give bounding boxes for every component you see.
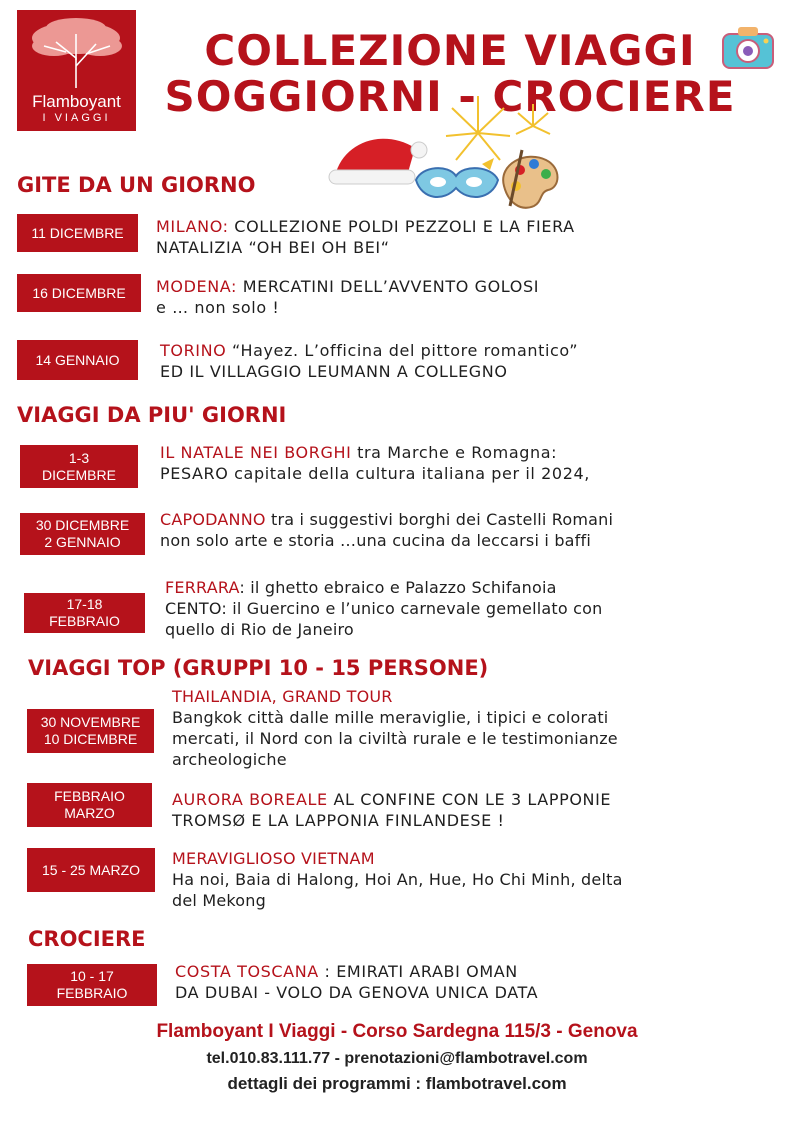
trip-destination: MERAVIGLIOSO VIETNAM: [172, 849, 375, 868]
date-label: 10 DICEMBRE: [43, 731, 138, 747]
flamboyant-tree-icon: [26, 16, 126, 90]
date-label: 15 - 25 MARZO: [41, 861, 141, 878]
date-label: 14 GENNAIO: [35, 351, 120, 368]
trip-destination: COSTA TOSCANA: [175, 962, 319, 981]
trip-description-line-2: TROMSØ E LA LAPPONIA FINLANDESE !: [172, 811, 505, 830]
page-title-line-1: COLLEZIONE VIAGGI: [204, 26, 696, 75]
date-badge-vietnam: [27, 848, 155, 892]
date-label: MARZO: [64, 805, 115, 821]
date-label: 10 - 17: [70, 968, 114, 984]
section-title-cruises: CROCIERE: [28, 927, 146, 951]
trip-entry-thailandia: [172, 686, 618, 770]
date-badge-costa: [27, 964, 157, 1006]
trip-description-line-2: NATALIZIA “OH BEI OH BEI“: [156, 238, 390, 257]
date-label: 17-18: [66, 596, 103, 612]
date-label: 2 GENNAIO: [44, 534, 121, 550]
trip-description: : EMIRATI ARABI OMAN: [318, 962, 518, 981]
trip-description-line-2: DA DUBAI - VOLO DA GENOVA UNICA DATA: [175, 983, 539, 1002]
date-badge-ferrara: [24, 593, 145, 633]
trip-destination: AURORA BOREALE: [172, 790, 328, 809]
trip-description: : il ghetto ebraico e Palazzo Schifanoia: [239, 578, 557, 597]
trip-entry-natale: [160, 442, 590, 484]
trip-description-line-3: quello di Rio de Janeiro: [165, 620, 354, 639]
trip-entry-vietnam: [172, 848, 623, 911]
trip-description-line-1: Bangkok città dalle mille meraviglie, i tipici e colorati: [172, 708, 609, 727]
date-label: 16 DICEMBRE: [32, 284, 126, 301]
date-label: FEBBRAIO: [49, 613, 120, 629]
camera-icon: [720, 22, 776, 72]
date-label: 30 DICEMBRE: [35, 517, 130, 533]
trip-destination: MILANO:: [156, 217, 229, 236]
trip-destination: THAILANDIA, GRAND TOUR: [172, 687, 393, 706]
trip-destination: FERRARA: [165, 578, 240, 597]
date-label: FEBBRAIO: [56, 985, 128, 1001]
trip-description-line-1: Ha noi, Baia di Halong, Hoi An, Hue, Ho Chi Minh, delta: [172, 870, 623, 889]
trip-entry-costa: [175, 961, 538, 1003]
trip-description-line-2: mercati, il Nord con la civiltà rurale e le testimonianze: [172, 729, 618, 748]
date-label: 30 NOVEMBRE: [40, 714, 141, 730]
trip-description-line-2: ED IL VILLAGGIO LEUMANN A COLLEGNO: [160, 362, 508, 381]
trip-destination: IL NATALE NEI BORGHI: [160, 443, 352, 462]
trip-description: AL CONFINE CON LE 3 LAPPONIE: [327, 790, 612, 809]
trip-entry-torino: [160, 340, 578, 382]
trip-entry-milano: [156, 216, 575, 258]
trip-description-line-2: CENTO: il Guercino e l’unico carnevale gemellato con: [165, 599, 603, 618]
trip-description-line-3: archeologiche: [172, 750, 287, 769]
logo-brand: Flamboyant: [32, 92, 121, 111]
date-badge-aurora: [27, 783, 152, 827]
logo-subtitle: I VIAGGI: [42, 112, 111, 124]
trip-description-line-2: e … non solo !: [156, 298, 280, 317]
page-title-line-2: SOGGIORNI - CROCIERE: [164, 72, 736, 121]
trip-description: COLLEZIONE POLDI PEZZOLI E LA FIERA: [228, 217, 575, 236]
trip-description: tra i suggestivi borghi dei Castelli Romani: [265, 510, 614, 529]
trip-entry-capodanno: [160, 509, 613, 551]
trip-description: “Hayez. L’officina del pittore romantico”: [226, 341, 579, 360]
section-title-top-trips: VIAGGI TOP (GRUPPI 10 - 15 PERSONE): [28, 656, 489, 680]
trip-description-line-2: PESARO capitale della cultura italiana per il 2024,: [160, 464, 590, 483]
section-title-day-trips: GITE DA UN GIORNO: [17, 173, 256, 197]
date-badge-natale: [20, 445, 138, 488]
footer-website: dettagli dei programmi : flambotravel.com: [227, 1074, 567, 1093]
trip-description-line-2: del Mekong: [172, 891, 266, 910]
trip-description-line-2: non solo arte e storia …una cucina da leccarsi i baffi: [160, 531, 591, 550]
date-badge-modena: [17, 274, 141, 312]
date-label: FEBBRAIO: [54, 788, 125, 804]
date-badge-torino: [17, 340, 138, 380]
date-badge-thailandia: [27, 709, 154, 753]
date-badge-capodanno: [20, 513, 145, 555]
date-label: DICEMBRE: [42, 466, 116, 483]
trip-description: MERCATINI DELL’AVVENTO GOLOSI: [237, 277, 540, 296]
date-badge-milano: [17, 214, 138, 252]
paint-palette-icon: [496, 146, 566, 212]
trip-destination: TORINO: [160, 341, 227, 360]
trip-description: tra Marche e Romagna:: [351, 443, 558, 462]
section-title-multi-day: VIAGGI DA PIU' GIORNI: [17, 403, 287, 427]
trip-entry-modena: [156, 276, 539, 318]
footer-address: Flamboyant I Viaggi - Corso Sardegna 115/3 - Genova: [156, 1021, 638, 1042]
trip-destination: CAPODANNO: [160, 510, 266, 529]
date-label: 11 DICEMBRE: [31, 224, 124, 241]
trip-entry-ferrara: [165, 577, 602, 640]
trip-entry-aurora: [172, 789, 611, 831]
brand-logo: [17, 10, 136, 131]
date-label: 1-3: [68, 449, 90, 466]
trip-destination: MODENA:: [156, 277, 238, 296]
carnival-masks-icon: [412, 158, 502, 210]
footer-contacts: tel.010.83.111.77 - prenotazioni@flambotravel.com: [206, 1050, 588, 1067]
